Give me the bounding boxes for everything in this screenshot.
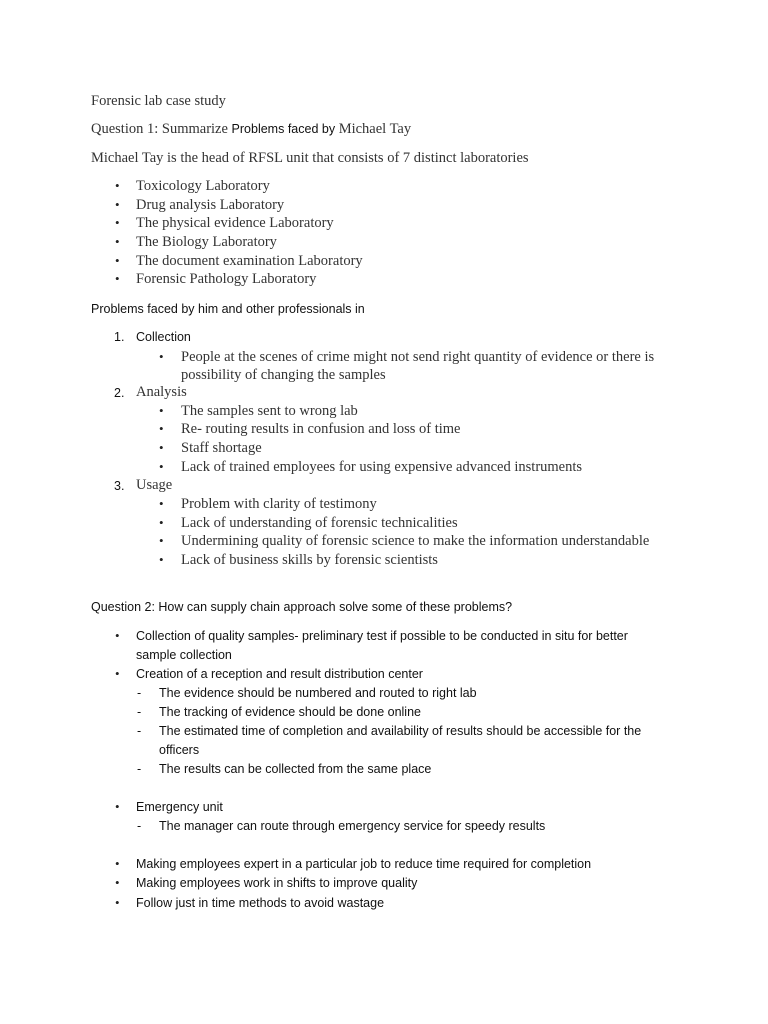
section-number: 2. (114, 386, 125, 400)
dash-marker: - (137, 819, 142, 833)
solution-subitem: The results can be collected from the same place (159, 762, 432, 776)
intro-paragraph: Michael Tay is the head of RFSL unit that consists of 7 distinct laboratories (91, 150, 529, 166)
bullet-marker: • (115, 234, 120, 249)
lab-item: Toxicology Laboratory (136, 178, 270, 194)
section-item: Staff shortage (181, 440, 262, 456)
solution-item: Collection of quality samples- preliminary test if possible to be conducted in situ for better (136, 629, 628, 643)
dash-marker: - (137, 762, 142, 776)
section-item: Re- routing results in confusion and loss of time (181, 421, 461, 437)
section-item: Problem with clarity of testimony (181, 496, 377, 512)
solution-item: Creation of a reception and result distribution center (136, 667, 423, 681)
problems-heading: Problems faced by him and other professionals in (91, 302, 365, 316)
bullet-marker: • (159, 533, 164, 548)
bullet-marker: • (115, 628, 120, 643)
lab-item: The document examination Laboratory (136, 253, 363, 269)
question-1-suffix: Michael Tay (335, 121, 412, 137)
question-1-prefix: Question 1: Summarize (91, 121, 232, 137)
section-item: Lack of understanding of forensic technicalities (181, 515, 458, 531)
section-item-continued: possibility of changing the samples (181, 367, 386, 383)
dash-marker: - (137, 724, 142, 738)
bullet-marker: • (115, 875, 120, 890)
lab-item: The Biology Laboratory (136, 234, 277, 250)
section-item: Lack of trained employees for using expensive advanced instruments (181, 459, 583, 475)
lab-item: Drug analysis Laboratory (136, 197, 285, 213)
bullet-marker: • (115, 178, 120, 193)
section-item: The samples sent to wrong lab (181, 403, 358, 419)
solution-subitem: The evidence should be numbered and routed to right lab (159, 686, 477, 700)
question-1 (91, 120, 411, 138)
bullet-marker: • (115, 856, 120, 871)
bullet-marker: • (115, 197, 120, 212)
section-label-analysis: Analysis (136, 384, 187, 400)
section-item: Lack of business skills by forensic scientists (181, 552, 438, 568)
bullet-marker: • (159, 515, 164, 530)
solution-item: Follow just in time methods to avoid wastage (136, 896, 385, 910)
solution-item: Emergency unit (136, 800, 223, 814)
lab-item: The physical evidence Laboratory (136, 215, 334, 231)
bullet-marker: • (159, 552, 164, 567)
lab-item: Forensic Pathology Laboratory (136, 271, 317, 287)
bullet-marker: • (115, 215, 120, 230)
bullet-marker: • (159, 496, 164, 511)
document-title: Forensic lab case study (91, 93, 226, 109)
solution-subitem: The estimated time of completion and availability of results should be accessible for the (159, 724, 642, 738)
section-item: People at the scenes of crime might not send right quantity of evidence or there is (181, 349, 655, 365)
section-label-collection: Collection (136, 330, 191, 344)
bullet-marker: • (159, 349, 164, 364)
section-item: Undermining quality of forensic science to make the information understandable (181, 533, 650, 549)
question-2: Question 2: How can supply chain approach solve some of these problems? (91, 600, 513, 614)
solution-item: Making employees expert in a particular job to reduce time required for completion (136, 857, 592, 871)
bullet-marker: • (159, 403, 164, 418)
dash-marker: - (137, 686, 142, 700)
bullet-marker: • (115, 895, 120, 910)
bullet-marker: • (159, 440, 164, 455)
dash-marker: - (137, 705, 142, 719)
bullet-marker: • (115, 799, 120, 814)
solution-subitem-continued: officers (159, 743, 200, 757)
solution-item-continued: sample collection (136, 648, 232, 662)
question-1-emphasis: Problems faced by (231, 122, 336, 136)
bullet-marker: • (115, 253, 120, 268)
bullet-marker: • (159, 459, 164, 474)
bullet-marker: • (115, 666, 120, 681)
solution-subitem: The tracking of evidence should be done online (159, 705, 421, 719)
bullet-marker: • (115, 271, 120, 286)
bullet-marker: • (159, 421, 164, 436)
solution-subitem: The manager can route through emergency service for speedy results (159, 819, 546, 833)
section-number: 3. (114, 479, 125, 493)
solution-item: Making employees work in shifts to improve quality (136, 876, 418, 890)
section-label-usage: Usage (136, 477, 173, 493)
section-number: 1. (114, 330, 125, 344)
